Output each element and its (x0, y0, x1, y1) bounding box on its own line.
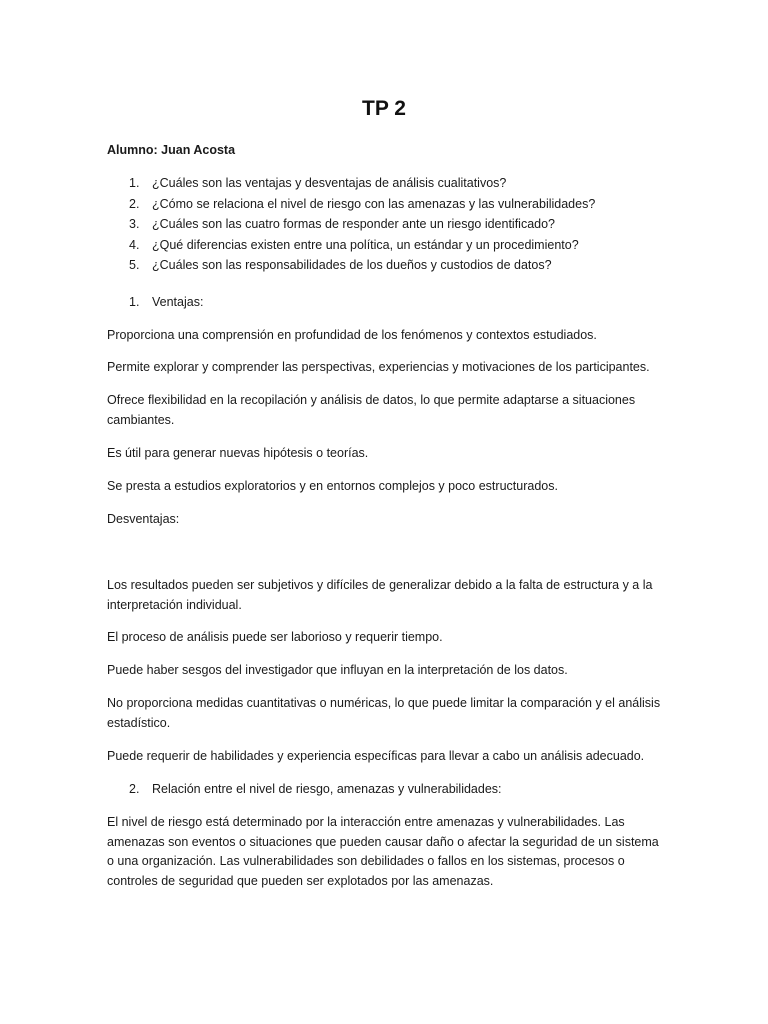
disadvantage-paragraph: Puede requerir de habilidades y experiencia específicas para llevar a cabo un análisis adecuado. (107, 749, 645, 763)
disadvantage-paragraph: El proceso de análisis puede ser laborioso y requerir tiempo. (107, 630, 443, 644)
advantage-paragraph: Se presta a estudios exploratorios y en entornos complejos y poco estructurados. (107, 479, 558, 493)
question-number: 4. (129, 237, 140, 252)
section-heading-text: Relación entre el nivel de riesgo, amenazas y vulnerabilidades: (152, 782, 502, 796)
question-item (107, 194, 667, 215)
question-number: 1. (129, 176, 140, 190)
advantage-paragraph: Es útil para generar nuevas hipótesis o teorías. (107, 446, 369, 460)
student-name: Alumno: Juan Acosta (107, 143, 236, 157)
question-text: ¿Qué diferencias existen entre una política, un estándar y un procedimiento? (152, 237, 579, 252)
question-item (107, 214, 667, 235)
advantage-paragraph: Proporciona una comprensión en profundidad de los fenómenos y contextos estudiados. (107, 328, 597, 342)
question-item (107, 255, 667, 276)
question-text: ¿Cómo se relaciona el nivel de riesgo con las amenazas y las vulnerabilidades? (152, 196, 596, 211)
question-text: ¿Cuáles son las ventajas y desventajas de análisis cualitativos? (152, 176, 507, 190)
question-item (107, 235, 667, 256)
question-item (107, 173, 667, 194)
question-text: ¿Cuáles son las cuatro formas de responder ante un riesgo identificado? (152, 217, 556, 231)
section-2-heading (107, 779, 502, 800)
question-number: 3. (129, 217, 140, 231)
section-1-heading (107, 292, 203, 313)
advantage-paragraph: Permite explorar y comprender las perspectivas, experiencias y motivaciones de los participantes. (107, 360, 650, 374)
question-number: 5. (129, 258, 140, 272)
document-title: TP 2 (362, 97, 406, 120)
question-text: ¿Cuáles son las responsabilidades de los dueños y custodios de datos? (152, 258, 552, 272)
section-heading-text: Ventajas: (152, 295, 204, 309)
advantage-paragraph: Ofrece flexibilidad en la recopilación y análisis de datos, lo que permite adaptarse a situaciones cambiantes. (107, 393, 636, 427)
section-number: 2. (129, 782, 140, 796)
questions-list (107, 173, 667, 276)
disadvantage-paragraph: Los resultados pueden ser subjetivos y difíciles de generalizar debido a la falta de estructura y a la interpretación individual. (107, 578, 653, 612)
disadvantages-heading: Desventajas: (107, 512, 180, 526)
section-2-paragraph: El nivel de riesgo está determinado por la interacción entre amenazas y vulnerabilidades. Las amenazas son eventos o situaciones que pueden causar daño o afectar la seguridad de un sistema o una organización. Las vulnerabilidades son debilidades o fallos en los sistemas, procesos o controles de seguridad que pueden ser explotados por las amenazas. (107, 815, 659, 888)
section-number: 1. (129, 295, 140, 309)
question-number: 2. (129, 196, 140, 211)
disadvantage-paragraph: No proporciona medidas cuantitativas o numéricas, lo que puede limitar la comparación y el análisis estadístico. (107, 696, 661, 730)
disadvantage-paragraph: Puede haber sesgos del investigador que influyan en la interpretación de los datos. (107, 663, 568, 677)
